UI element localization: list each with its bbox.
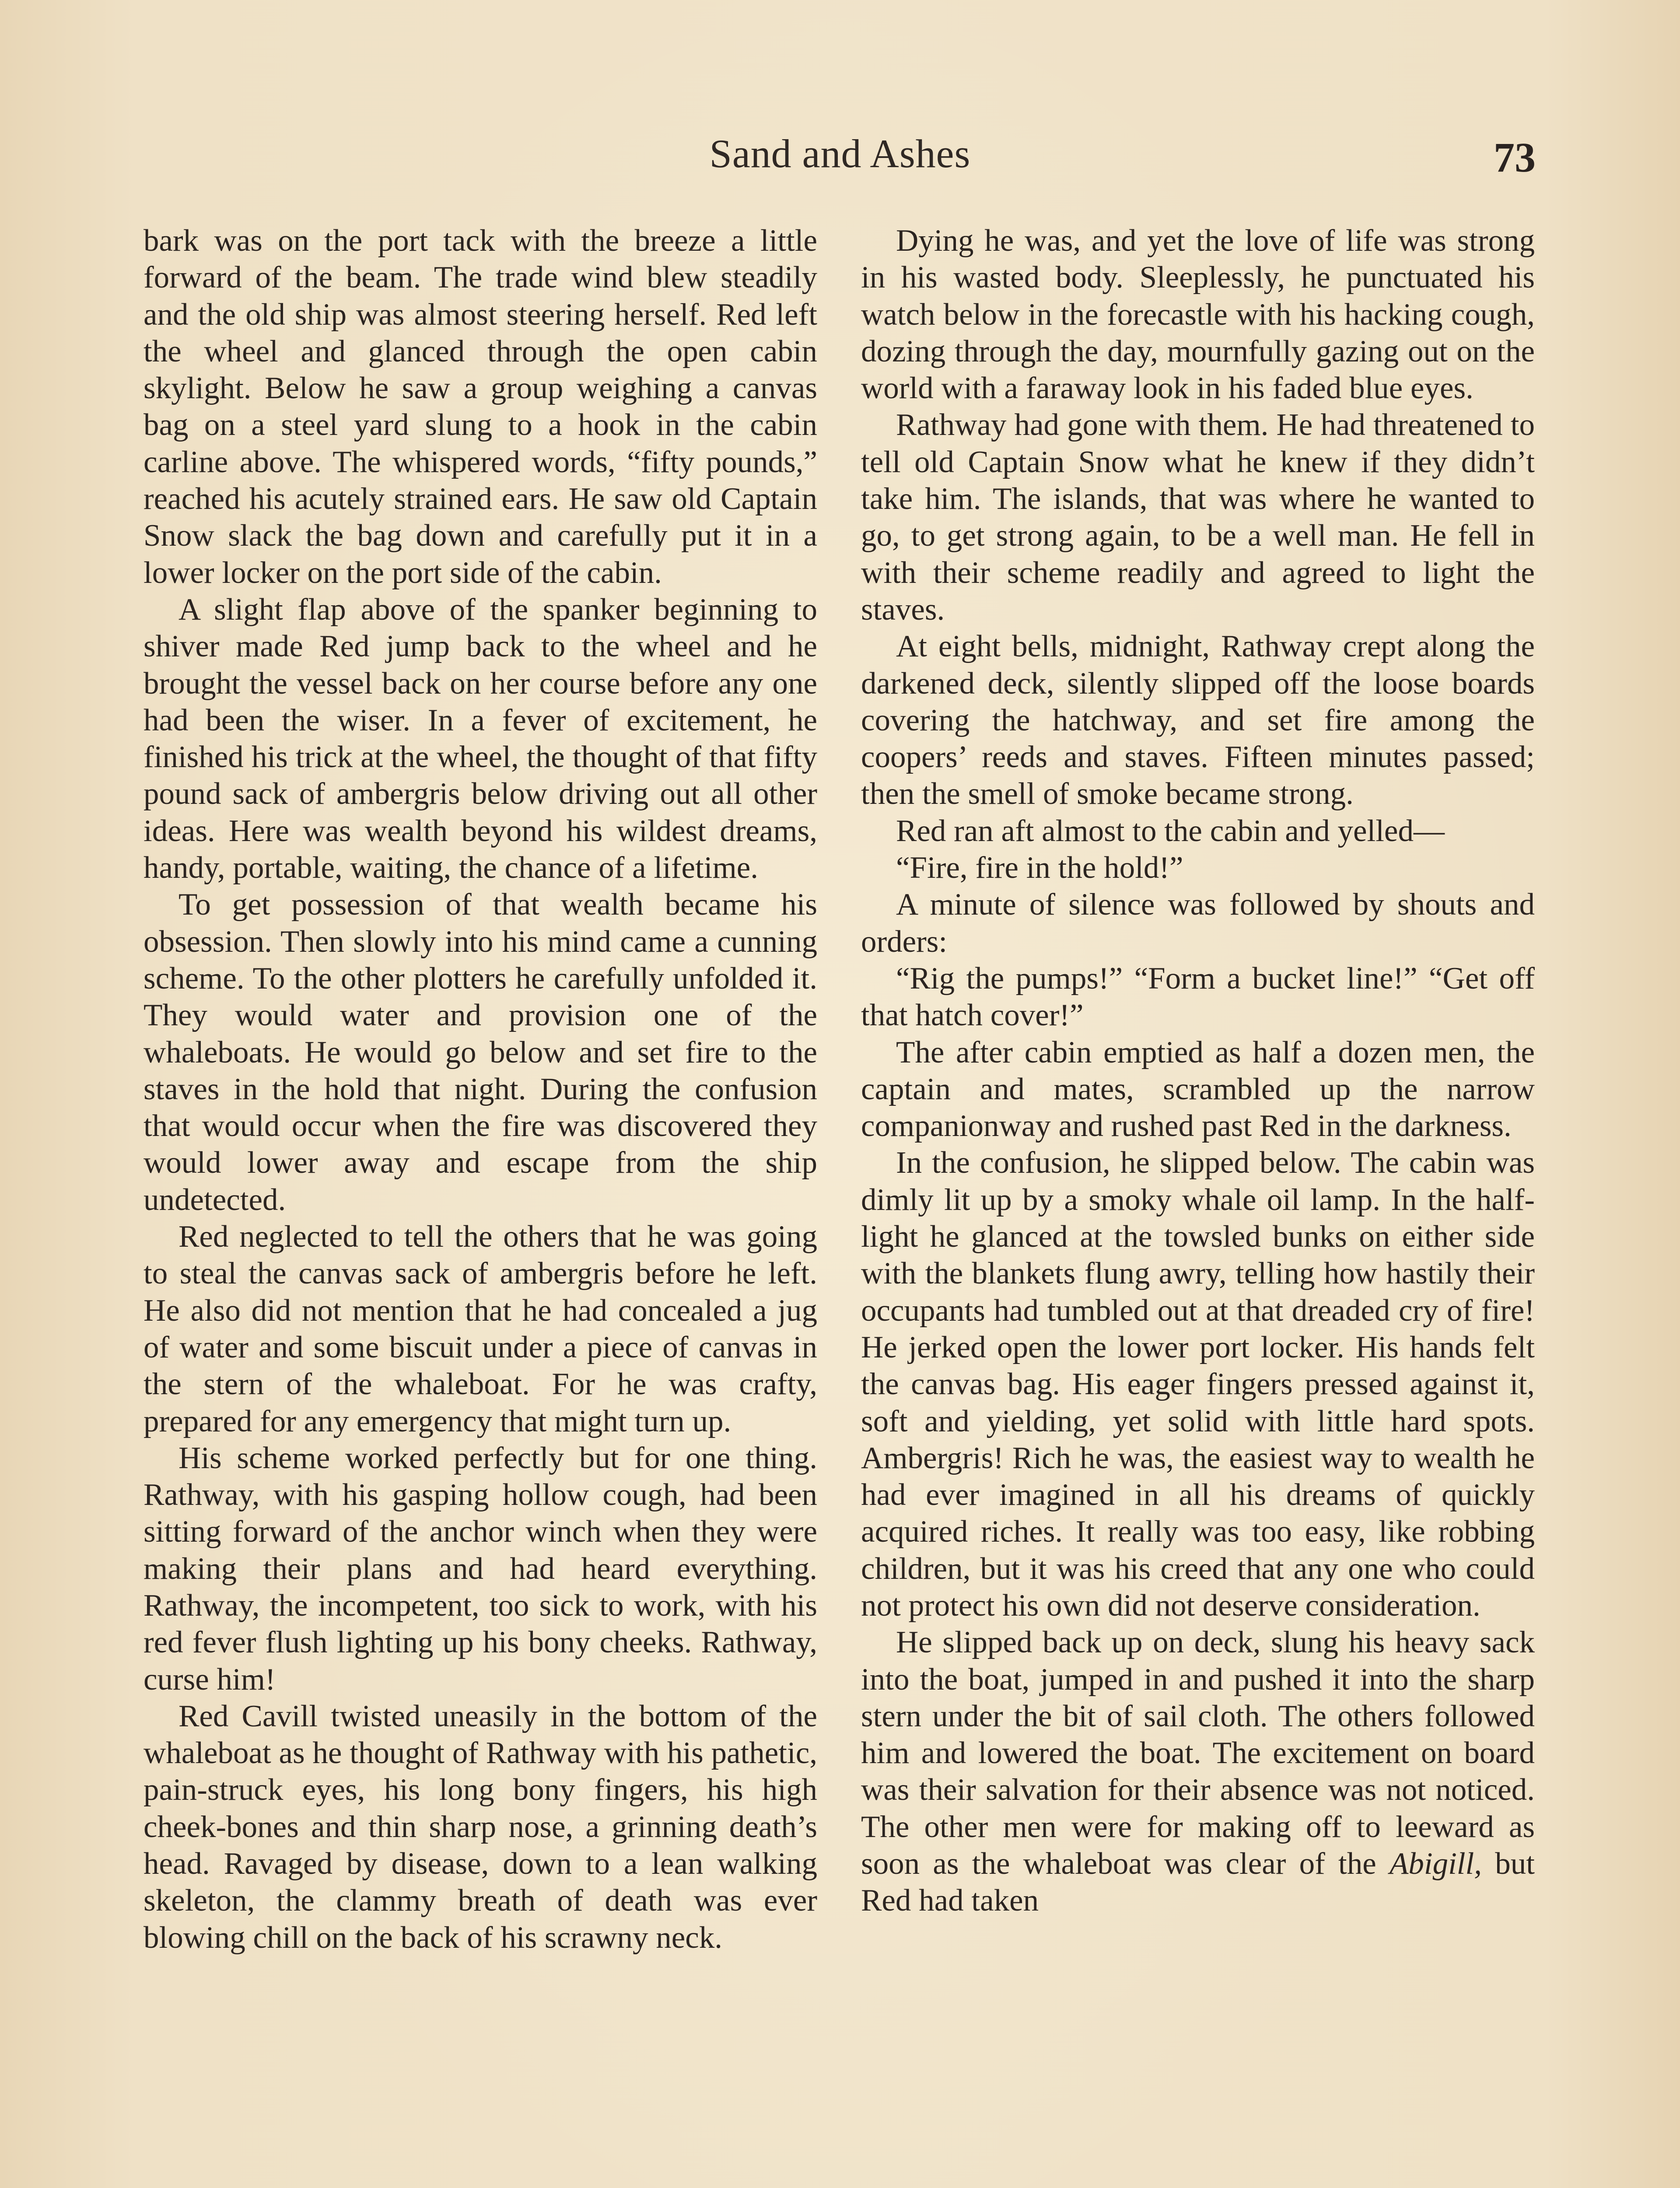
left-column [144, 222, 817, 1956]
paragraph: Dying he was, and yet the love of life was strong in his wasted body. Sleeplessly, he punctuated his watch below in the forecastle with his hacking cough, dozing through the day, mournfully gazing out on the world with a faraway look in his faded blue eyes. [861, 224, 1535, 406]
paragraph: Red ran aft almost to the cabin and yelled— [896, 813, 1445, 848]
paragraph: Red neglected to tell the others that he was going to steal the canvas sack of ambergris before he left. He also did not mention that he had concealed a jug of water and some biscuit under a piece of canvas in the stern of the whaleboat. For he was crafty, prepared for any emergency that might turn up. [144, 1220, 817, 1438]
paragraph: At eight bells, midnight, Rathway crept along the darkened deck, silently slipped off the loose boards covering the hatchway, and set fire among the coopers’ reeds and staves. Fifteen minutes passed; then the smell of smoke became strong. [861, 629, 1535, 811]
paragraph: bark was on the port tack with the breeze a little forward of the beam. The trade wind blew steadily and the old ship was almost steering herself. Red left the wheel and glanced through the open cabin skylight. Below he saw a group weighing a canvas bag on a steel yard slung to a hook in the cabin carline above. The whispered words, “fifty pounds,” reached his acutely strained ears. He saw old Captain Snow slack the bag down and carefully put it in a lower locker on the port side of the cabin. [144, 224, 817, 590]
paragraph-text-end: but Red had taken [861, 1847, 1535, 1918]
paragraph: A slight flap above of the spanker beginning to shiver made Red jump back to the wheel and he brought the vessel back on her course before any one had been the wiser. In a fever of excitement, he finished his trick at the wheel, the thought of that fifty pound sack of ambergris below driving out all other ideas. Here was wealth beyond his wildest dreams, handy, portable, waiting, the chance of a lifetime. [144, 592, 817, 885]
paragraph: Rathway had gone with them. He had threatened to tell old Captain Snow what he knew if they didn’t take him. The islands, that was where he wanted to go, to get strong again, to be a well man. He fell in with their scheme readily and agreed to light the staves. [861, 408, 1535, 627]
paragraph: “Fire, fire in the hold!” [896, 851, 1183, 885]
paragraph: The after cabin emptied as half a dozen men, the captain and mates, scrambled up the narrow companionway and rushed past Red in the darkness. [861, 1035, 1535, 1143]
paragraph: Red Cavill twisted uneasily in the bottom of the whaleboat as he thought of Rathway with his pathetic, pain-struck eyes, his long bony fingers, his high cheek-bones and thin sharp nose, a grinning death’s head. Ravaged by disease, down to a lean walking skeleton, the clammy breath of death was ever blowing chill on the back of his scrawny neck. [144, 1699, 817, 1955]
page-number: 73 [1494, 134, 1536, 181]
paragraph: “Rig the pumps!” “Form a bucket line!” “Get off that hatch cover!” [861, 961, 1535, 1033]
paragraph: A minute of silence was followed by shouts and orders: [861, 887, 1535, 959]
ship-name: Abigill, [1389, 1847, 1482, 1881]
right-column [861, 222, 1535, 1919]
paragraph: In the confusion, he slipped below. The cabin was dimly lit up by a smoky whale oil lamp. In the half-light he glanced at the towsled bunks on either side with the blankets flung awry, telling how hastily their occupants had tumbled out at that dreaded cry of fire! He jerked open the lower port locker. His hands felt the canvas bag. His eager fingers pressed against it, soft and yielding, yet solid with little hard spots. Ambergris! Rich he was, the easiest way to wealth he had ever imagined in all his dreams of quickly acquired riches. It really was too easy, like robbing children, but it was his creed that any one who could not protect his own did not deserve consideration. [861, 1146, 1535, 1623]
paragraph: To get possession of that wealth became his obsession. Then slowly into his mind came a cunning scheme. To the other plotters he carefully unfolded it. They would water and provision one of the whaleboats. He would go below and set fire to the staves in the hold that night. During the confusion that would occur when the fire was discovered they would lower away and escape from the ship undetected. [144, 887, 817, 1217]
page-header [144, 130, 1536, 187]
paragraph-last [861, 1624, 1535, 1919]
running-title: Sand and Ashes [709, 131, 971, 176]
paragraph: His scheme worked perfectly but for one thing. Rathway, with his gasping hollow cough, had been sitting forward of the anchor winch when they were making their plans and had heard everything. Rathway, the incompetent, too sick to work, with his red fever flush lighting up his bony cheeks. Rathway, curse him! [144, 1441, 817, 1697]
paragraph-text: He slipped back up on deck, slung his heavy sack into the boat, jumped in and pushed it into the sharp stern under the bit of sail cloth. The others followed him and lowered the boat. The excitement on board was their salvation for their absence was not noticed. The other men were for making off to leeward as soon as the whaleboat was clear of the [861, 1625, 1535, 1881]
